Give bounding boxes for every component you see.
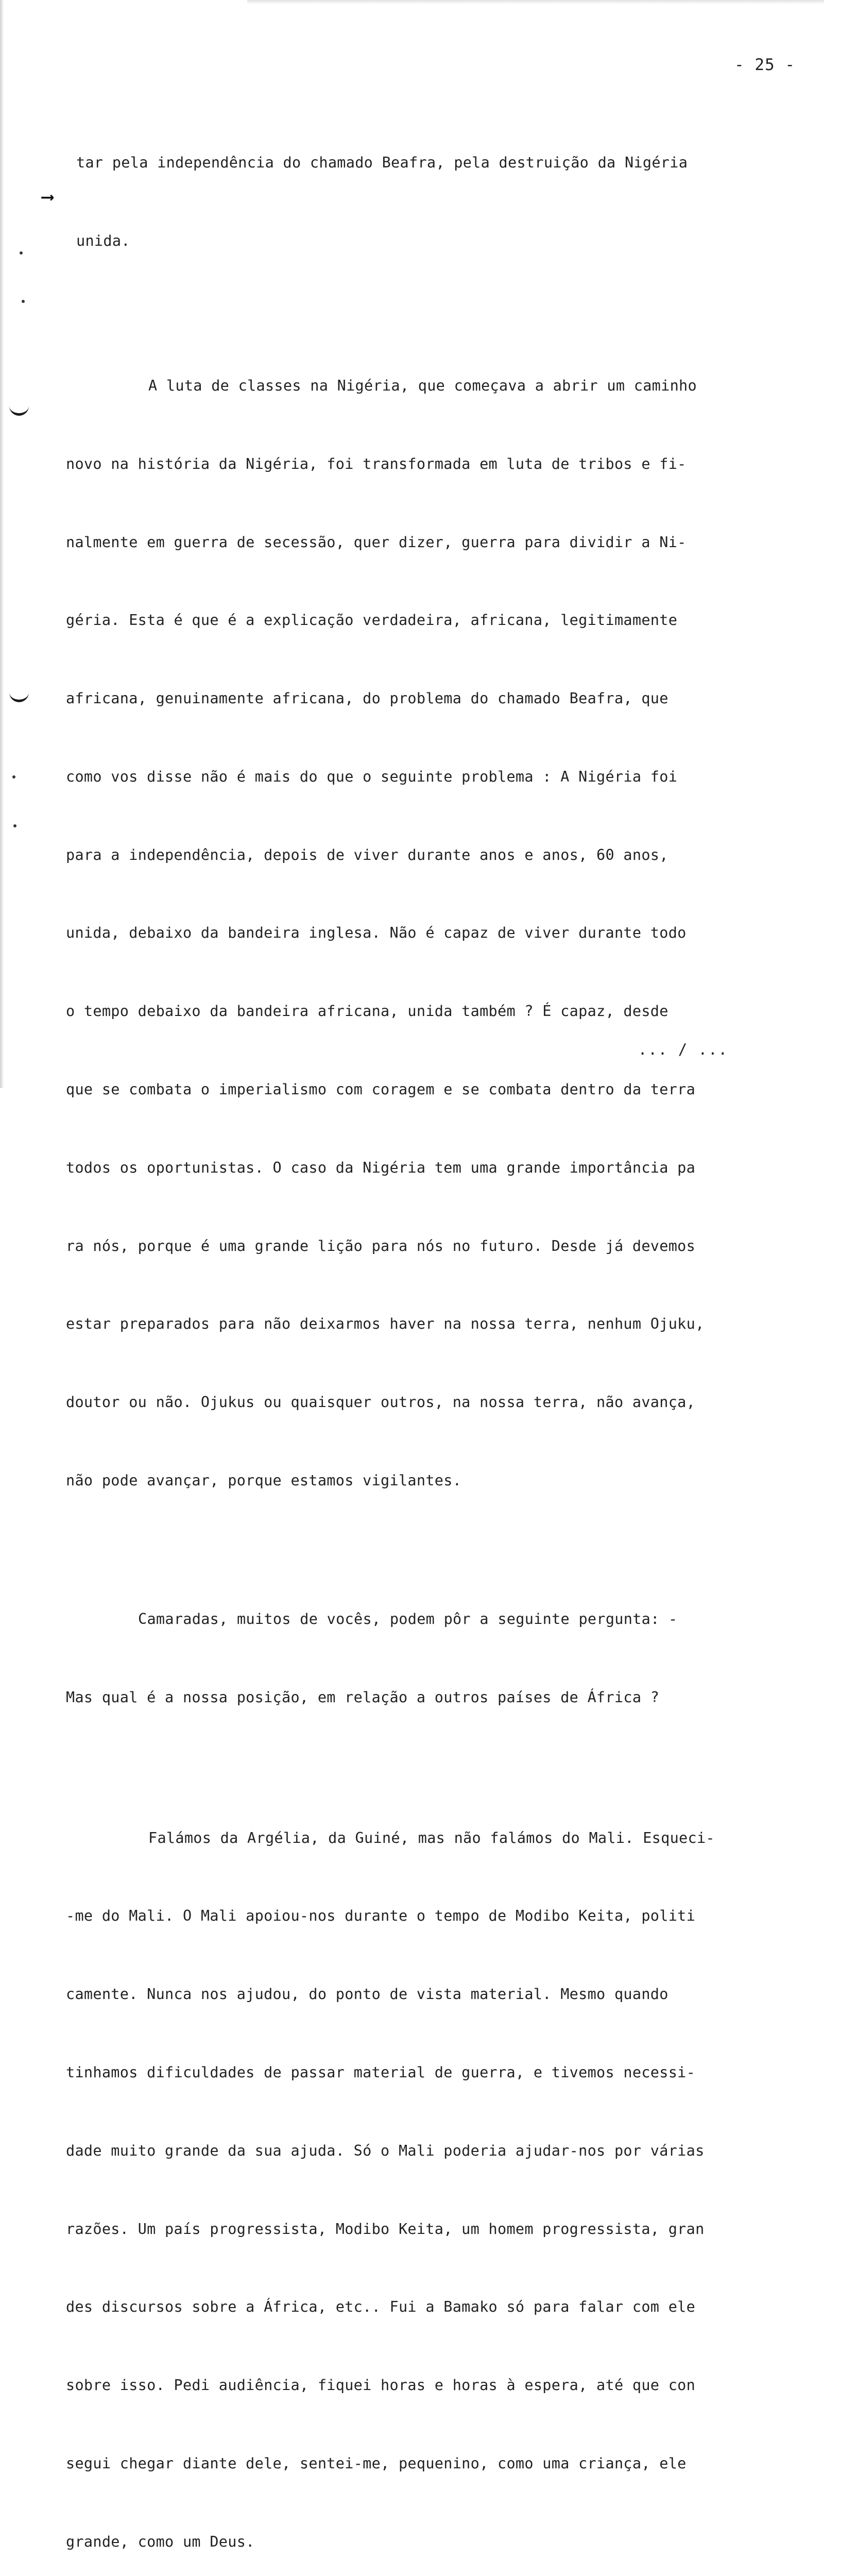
- margin-arrow-icon: ⟶: [42, 187, 53, 207]
- text-line: sobre isso. Pedi audiência, fiquei horas e horas à espera, até que con: [66, 2377, 696, 2394]
- margin-bracket-mark: [9, 689, 29, 702]
- text-line: unida, debaixo da bandeira inglesa. Não é capaz de viver durante todo: [66, 924, 687, 942]
- text-line: Falámos da Argélia, da Guiné, mas não falámos do Mali. Esqueci-: [148, 1829, 715, 1846]
- text-line: ra nós, porque é uma grande lição para nós no futuro. Desde já devemos: [66, 1237, 696, 1255]
- scan-page-edge: [0, 0, 4, 1088]
- text-line: novo na história da Nigéria, foi transformada em luta de tribos e fi-: [66, 455, 687, 472]
- text-line: des discursos sobre a África, etc.. Fui a Bamako só para falar com ele: [66, 2298, 696, 2316]
- paragraph: [66, 1554, 808, 1763]
- text-line: segui chegar diante dele, sentei-me, pequenino, como uma criança, ele: [66, 2454, 687, 2472]
- document-body: [66, 98, 808, 2576]
- text-line: que se combata o imperialismo com coragem e se combata dentro da terra: [66, 1080, 696, 1098]
- continuation-marker: ... / ...: [638, 1041, 728, 1058]
- paragraph: [76, 98, 808, 307]
- text-line: dade muito grande da sua ajuda. Só o Mali poderia ajudar-nos por várias: [66, 2142, 705, 2159]
- margin-bracket-mark: [9, 403, 29, 416]
- text-line: -me do Mali. O Mali apoiou-nos durante o tempo de Modibo Keita, politi: [66, 1907, 696, 1925]
- text-line: camente. Nunca nos ajudou, do ponto de vista material. Mesmo quando: [66, 1986, 669, 2003]
- text-line: como vos disse não é mais do que o seguinte problema : A Nigéria foi: [66, 768, 678, 785]
- text-line: estar preparados para não deixarmos haver na nossa terra, nenhum Ojuku,: [66, 1315, 705, 1333]
- margin-dot: [22, 300, 25, 303]
- text-line: o tempo debaixo da bandeira africana, unida também ? É capaz, desde: [66, 1003, 669, 1020]
- margin-dot: [12, 775, 15, 778]
- text-line: grande, como um Deus.: [66, 2533, 255, 2550]
- paragraph: [66, 1773, 808, 2576]
- paragraph: [66, 321, 808, 1546]
- text-line: tinhamos dificuldades de passar material de guerra, e tivemos necessi-: [66, 2063, 696, 2081]
- text-line: Camaradas, muitos de vocês, podem pôr a seguinte pergunta: -: [138, 1610, 678, 1628]
- text-line: todos os oportunistas. O caso da Nigéria tem uma grande importância pa: [66, 1159, 696, 1176]
- text-line: tar pela independência do chamado Beafra, pela destruição da Nigéria: [76, 154, 688, 172]
- text-line: para a independência, depois de viver durante anos e anos, 60 anos,: [66, 846, 669, 863]
- page-number: - 25 -: [734, 56, 795, 74]
- text-line: não pode avançar, porque estamos vigilantes.: [66, 1471, 462, 1489]
- text-line: Mas qual é a nossa posição, em relação a outros países de África ?: [66, 1688, 660, 1706]
- text-line: A luta de classes na Nigéria, que começava a abrir um caminho: [148, 377, 697, 394]
- text-line: unida.: [76, 232, 130, 249]
- text-line: nalmente em guerra de secessão, quer dizer, guerra para dividir a Ni-: [66, 533, 687, 551]
- scan-top-smudge: [247, 0, 824, 4]
- text-line: doutor ou não. Ojukus ou quaisquer outros, na nossa terra, não avança,: [66, 1394, 696, 1411]
- margin-dot: [20, 251, 23, 255]
- text-line: géria. Esta é que é a explicação verdadeira, africana, legitimamente: [66, 612, 678, 629]
- margin-dot: [13, 824, 16, 827]
- text-line: razões. Um país progressista, Modibo Keita, um homem progressista, gran: [66, 2220, 705, 2238]
- text-line: africana, genuinamente africana, do problema do chamado Beafra, que: [66, 690, 669, 707]
